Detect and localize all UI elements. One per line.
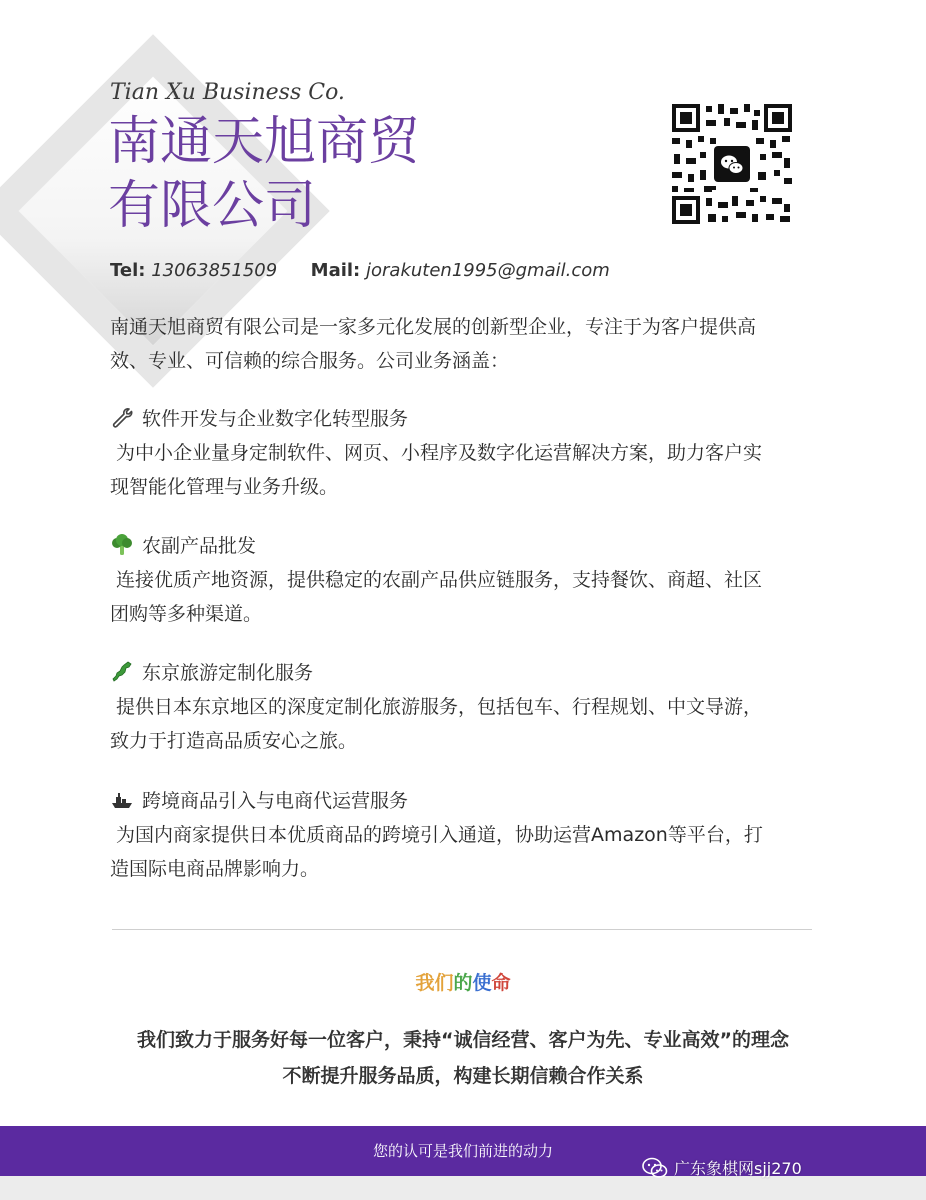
- service-desc-travel: [110, 690, 820, 758]
- service-title-text: 农副产品批发: [142, 535, 257, 557]
- watermark-text: 广东象棋网sjj270: [674, 1159, 802, 1178]
- service-title-crossborder: [110, 786, 408, 813]
- bottom-strip: [0, 1176, 926, 1200]
- service-desc-line: 现智能化管理与业务升级。: [110, 476, 339, 498]
- service-desc-line: 提供日本东京地区的深度定制化旅游服务，包括包车、行程规划、中文导游，: [110, 696, 763, 718]
- company-english-name: Tian Xu Business Co.: [110, 80, 345, 105]
- mission-title: [0, 968, 926, 995]
- contact-line: [110, 260, 610, 281]
- service-title-text: 跨境商品引入与电商代运营服务: [142, 790, 409, 812]
- service-desc-line: 为中小企业量身定制软件、网页、小程序及数字化运营解决方案，助力客户实: [110, 442, 763, 464]
- service-desc-software: [110, 436, 820, 504]
- mission-line-2: 不断提升服务品质，构建长期信赖合作关系: [282, 1065, 644, 1087]
- service-title-text: 东京旅游定制化服务: [142, 662, 314, 684]
- ship-icon: [110, 788, 134, 812]
- footer-slogan: 您的认可是我们前进的动力: [372, 1142, 553, 1160]
- service-title-text: 软件开发与企业数字化转型服务: [142, 408, 409, 430]
- tel-label: Tel:: [110, 260, 146, 281]
- intro-line-1: 南通天旭商贸有限公司是一家多元化发展的创新型企业，专注于为客户提供高: [110, 316, 757, 338]
- mission-line-1: 我们致力于服务好每一位客户，秉持“诚信经营、客户为先、专业高效”的理念: [137, 1029, 789, 1051]
- service-desc-line: 造国际电商品牌影响力。: [110, 858, 320, 880]
- intro-line-2: 效、专业、可信赖的综合服务。公司业务涵盖：: [110, 350, 510, 372]
- japan-map-icon: [110, 660, 134, 684]
- service-title-travel: [110, 658, 313, 685]
- mission-title-part: 命: [491, 972, 511, 994]
- service-title-agri: [110, 531, 256, 558]
- mission-title-part: 的: [453, 972, 473, 994]
- qr-code-icon[interactable]: [670, 102, 794, 226]
- mail-value[interactable]: jorakuten1995@gmail.com: [366, 260, 610, 281]
- section-divider: [112, 929, 812, 930]
- mail-label: Mail:: [310, 260, 361, 281]
- wechat-icon: [642, 1157, 668, 1179]
- company-name-line-2: 有限公司: [108, 176, 317, 236]
- service-desc-line: 为国内商家提供日本优质商品的跨境引入通道，协助运营Amazon等平台，打: [110, 824, 763, 846]
- company-name-line-1: 南通天旭商贸: [108, 112, 421, 172]
- mission-title-part: 使: [472, 972, 492, 994]
- mission-title-part: 我们: [415, 972, 454, 994]
- tel-value[interactable]: 13063851509: [151, 260, 278, 281]
- wrench-icon: [110, 406, 134, 430]
- company-chinese-name: [108, 110, 420, 238]
- intro-paragraph: [110, 310, 820, 378]
- service-desc-line: 团购等多种渠道。: [110, 603, 263, 625]
- mission-statement: [0, 1022, 926, 1094]
- watermark: [642, 1156, 802, 1179]
- service-title-software: [110, 404, 408, 431]
- service-desc-line: 连接优质产地资源，提供稳定的农副产品供应链服务，支持餐饮、商超、社区: [110, 569, 763, 591]
- broccoli-icon: [110, 533, 134, 557]
- service-desc-agri: [110, 563, 820, 631]
- service-desc-line: 致力于打造高品质安心之旅。: [110, 730, 358, 752]
- service-desc-crossborder: [110, 818, 820, 886]
